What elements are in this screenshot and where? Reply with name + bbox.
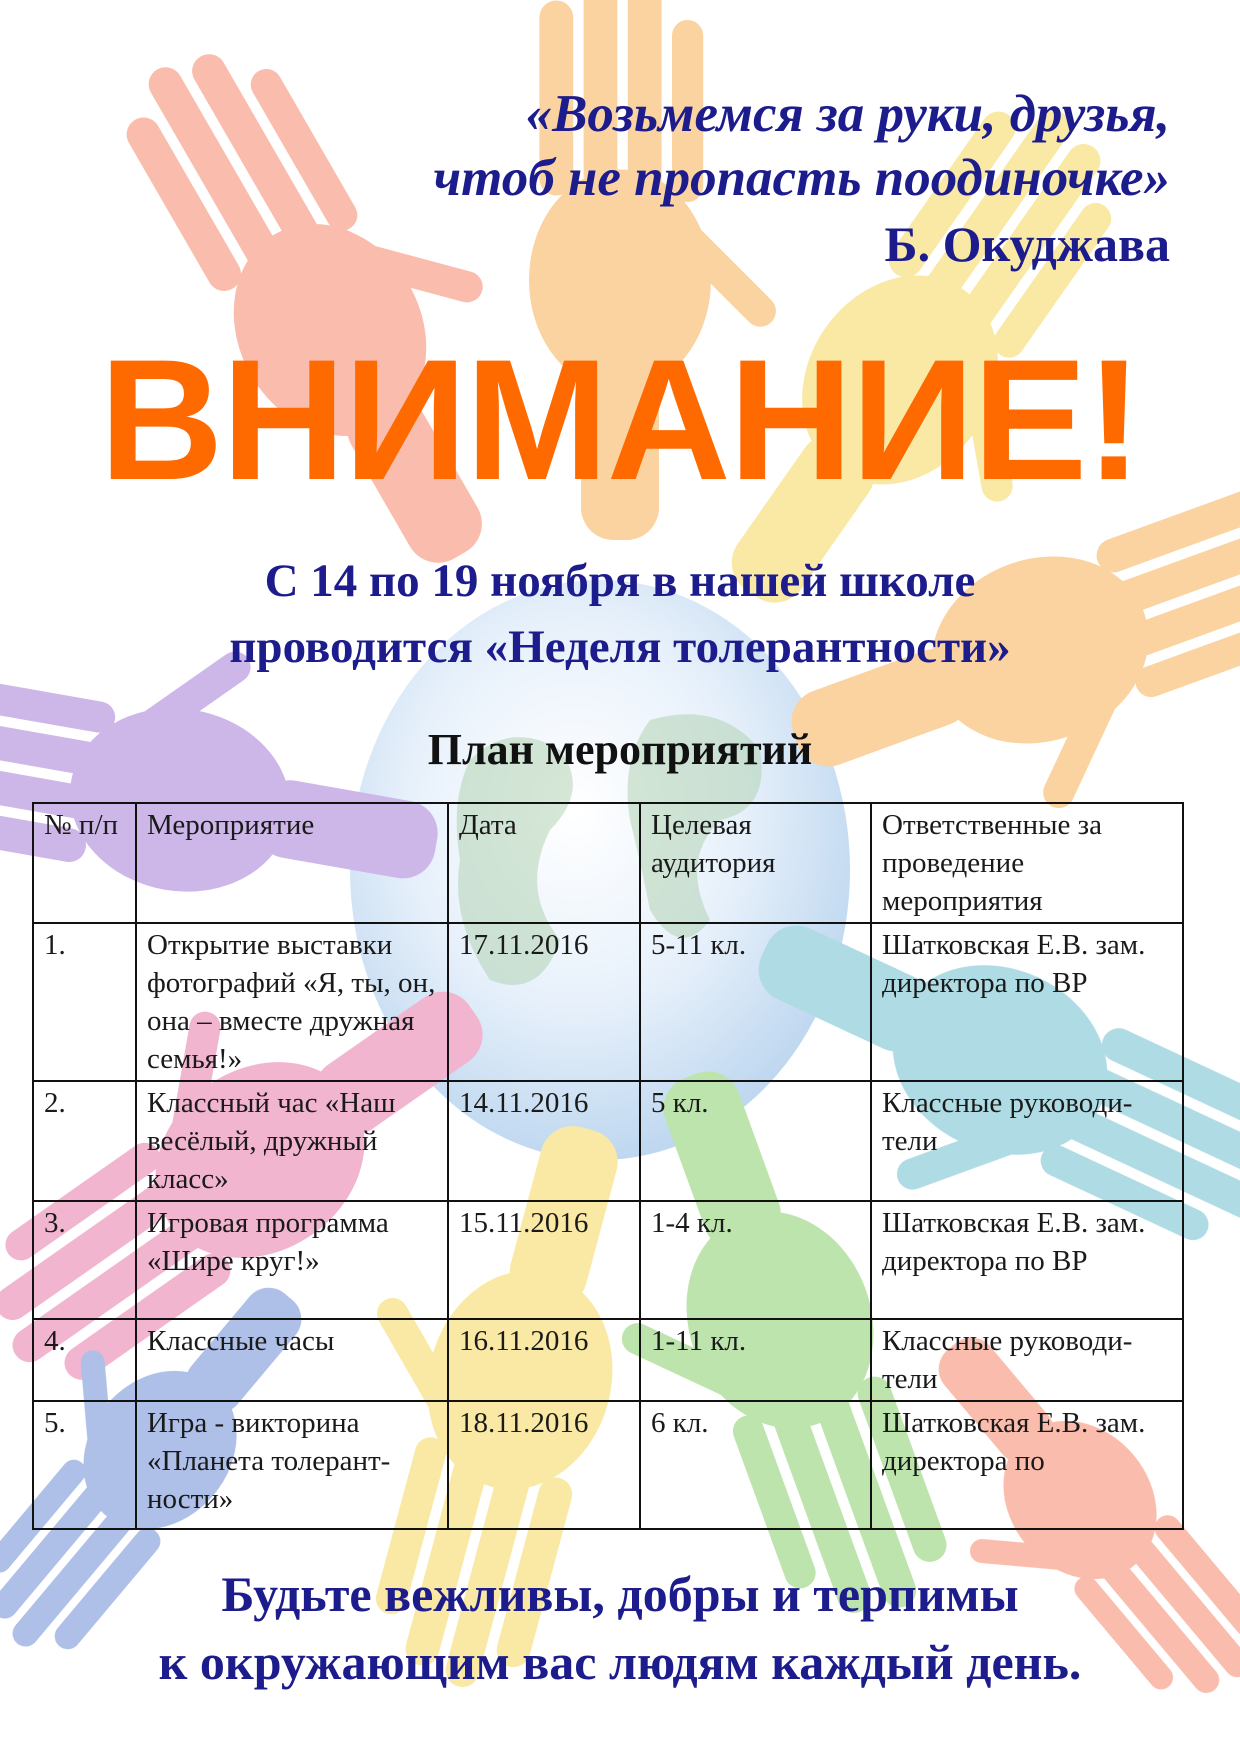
header-responsible: Ответственные за проведение мероприятия bbox=[871, 803, 1183, 923]
cell-event: Открытие выставки фотографий «Я, ты, он, она – вместе дружная семья!» bbox=[136, 923, 448, 1081]
announcement-line-1: С 14 по 19 ноября в нашей школе bbox=[264, 555, 976, 607]
header-num: № п/п bbox=[33, 803, 136, 923]
header-date: Дата bbox=[448, 803, 640, 923]
cell-event: Классный час «Наш весёлый, дружный класс» bbox=[136, 1081, 448, 1201]
cell-num: 4. bbox=[33, 1319, 136, 1401]
cell-num: 3. bbox=[33, 1201, 136, 1319]
table-row bbox=[33, 1319, 1183, 1401]
table-row bbox=[33, 1081, 1183, 1201]
closing-message bbox=[0, 1560, 1240, 1696]
cell-num: 1. bbox=[33, 923, 136, 1081]
table-row bbox=[33, 1201, 1183, 1319]
cell-date: 18.11.2016 bbox=[448, 1401, 640, 1529]
cell-date: 17.11.2016 bbox=[448, 923, 640, 1081]
table-header-row bbox=[33, 803, 1183, 923]
header-event: Мероприятие bbox=[136, 803, 448, 923]
quote-author: Б. Окуджава bbox=[884, 216, 1170, 272]
cell-responsible: Шатковская Е.В. зам. директора по ВР bbox=[871, 1201, 1183, 1319]
cell-num: 5. bbox=[33, 1401, 136, 1529]
quote-line-2: чтоб не пропасть поодиночке» bbox=[433, 149, 1170, 207]
cell-responsible: Классные руководи-тели bbox=[871, 1319, 1183, 1401]
cell-num: 2. bbox=[33, 1081, 136, 1201]
plan-title: План мероприятий bbox=[427, 725, 813, 774]
cell-audience: 6 кл. bbox=[640, 1401, 871, 1529]
cell-audience: 1-11 кл. bbox=[640, 1319, 871, 1401]
cell-date: 15.11.2016 bbox=[448, 1201, 640, 1319]
attention-heading: ВНИМАНИЕ! bbox=[99, 324, 1141, 516]
quote-line-1: «Возьмемся за руки, друзья, bbox=[525, 85, 1170, 143]
cell-event: Классные часы bbox=[136, 1319, 448, 1401]
header-audience: Целевая аудитория bbox=[640, 803, 871, 923]
cell-responsible: Классные руководи-тели bbox=[871, 1081, 1183, 1201]
table-row bbox=[33, 1401, 1183, 1529]
cell-audience: 1-4 кл. bbox=[640, 1201, 871, 1319]
cell-event: Игровая программа «Шире круг!» bbox=[136, 1201, 448, 1319]
cell-event: Игра - викторина «Планета толерант-ности» bbox=[136, 1401, 448, 1529]
cell-audience: 5 кл. bbox=[640, 1081, 871, 1201]
event-announcement bbox=[0, 548, 1240, 680]
cell-date: 14.11.2016 bbox=[448, 1081, 640, 1201]
cell-responsible: Шатковская Е.В. зам. директора по ВР bbox=[871, 923, 1183, 1081]
cell-audience: 5-11 кл. bbox=[640, 923, 871, 1081]
cell-date: 16.11.2016 bbox=[448, 1319, 640, 1401]
closing-line-2: к окружающим вас людям каждый день. bbox=[158, 1634, 1082, 1690]
quote bbox=[170, 82, 1170, 210]
events-table bbox=[32, 802, 1184, 1530]
announcement-line-2: проводится «Неделя толерантности» bbox=[229, 621, 1011, 673]
table-row bbox=[33, 923, 1183, 1081]
closing-line-1: Будьте вежливы, добры и терпимы bbox=[221, 1566, 1019, 1622]
cell-responsible: Шатковская Е.В. зам. директора по bbox=[871, 1401, 1183, 1529]
